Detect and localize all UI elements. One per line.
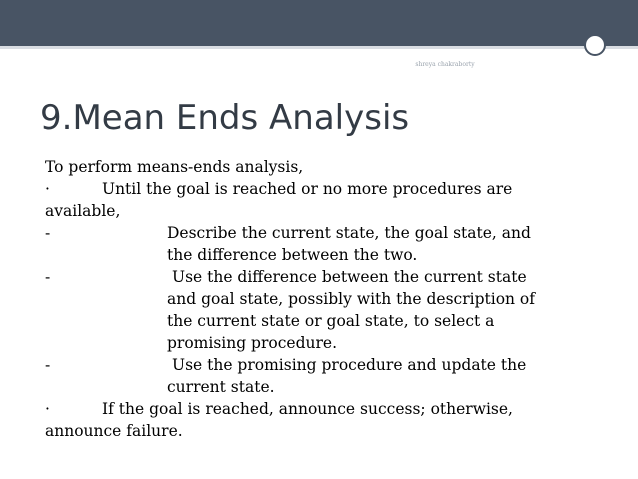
step-line	[45, 178, 605, 200]
step-continuation	[45, 200, 605, 222]
step-text: If the goal is reached, announce success; otherwise,	[102, 400, 513, 418]
dash-marker: -	[45, 268, 51, 286]
step-text: Use the promising procedure and update the	[172, 356, 527, 374]
step-line	[45, 244, 605, 266]
intro-line	[45, 156, 605, 178]
step-text: and goal state, possibly with the description of	[167, 290, 536, 308]
slide-title: 9.Mean Ends Analysis	[40, 98, 410, 138]
bullet-marker: ·	[45, 180, 50, 198]
step-line	[45, 332, 605, 354]
header-divider	[0, 46, 638, 49]
step-line	[45, 266, 605, 288]
step-text: the current state or goal state, to select a	[167, 312, 495, 330]
step-text: promising procedure.	[167, 334, 337, 352]
step-line	[45, 398, 605, 420]
step-line	[45, 376, 605, 398]
bullet-marker: ·	[45, 400, 50, 418]
dash-marker: -	[45, 356, 51, 374]
slide-body	[45, 156, 605, 442]
step-text: current state.	[167, 378, 275, 396]
step-text: Until the goal is reached or no more procedures are	[102, 180, 513, 198]
step-text: available,	[45, 202, 121, 220]
author-credit: shreya chakraborty	[415, 61, 475, 68]
decorative-circle	[584, 34, 606, 56]
step-line	[45, 288, 605, 310]
step-text: announce failure.	[45, 422, 183, 440]
step-line	[45, 310, 605, 332]
step-text: the difference between the two.	[167, 246, 418, 264]
step-line	[45, 222, 605, 244]
header-bar	[0, 0, 638, 46]
step-line	[45, 354, 605, 376]
step-text: Use the difference between the current state	[172, 268, 527, 286]
intro-text: To perform means-ends analysis,	[45, 158, 304, 176]
dash-marker: -	[45, 224, 51, 242]
step-continuation	[45, 420, 605, 442]
step-text: Describe the current state, the goal state, and	[167, 224, 531, 242]
